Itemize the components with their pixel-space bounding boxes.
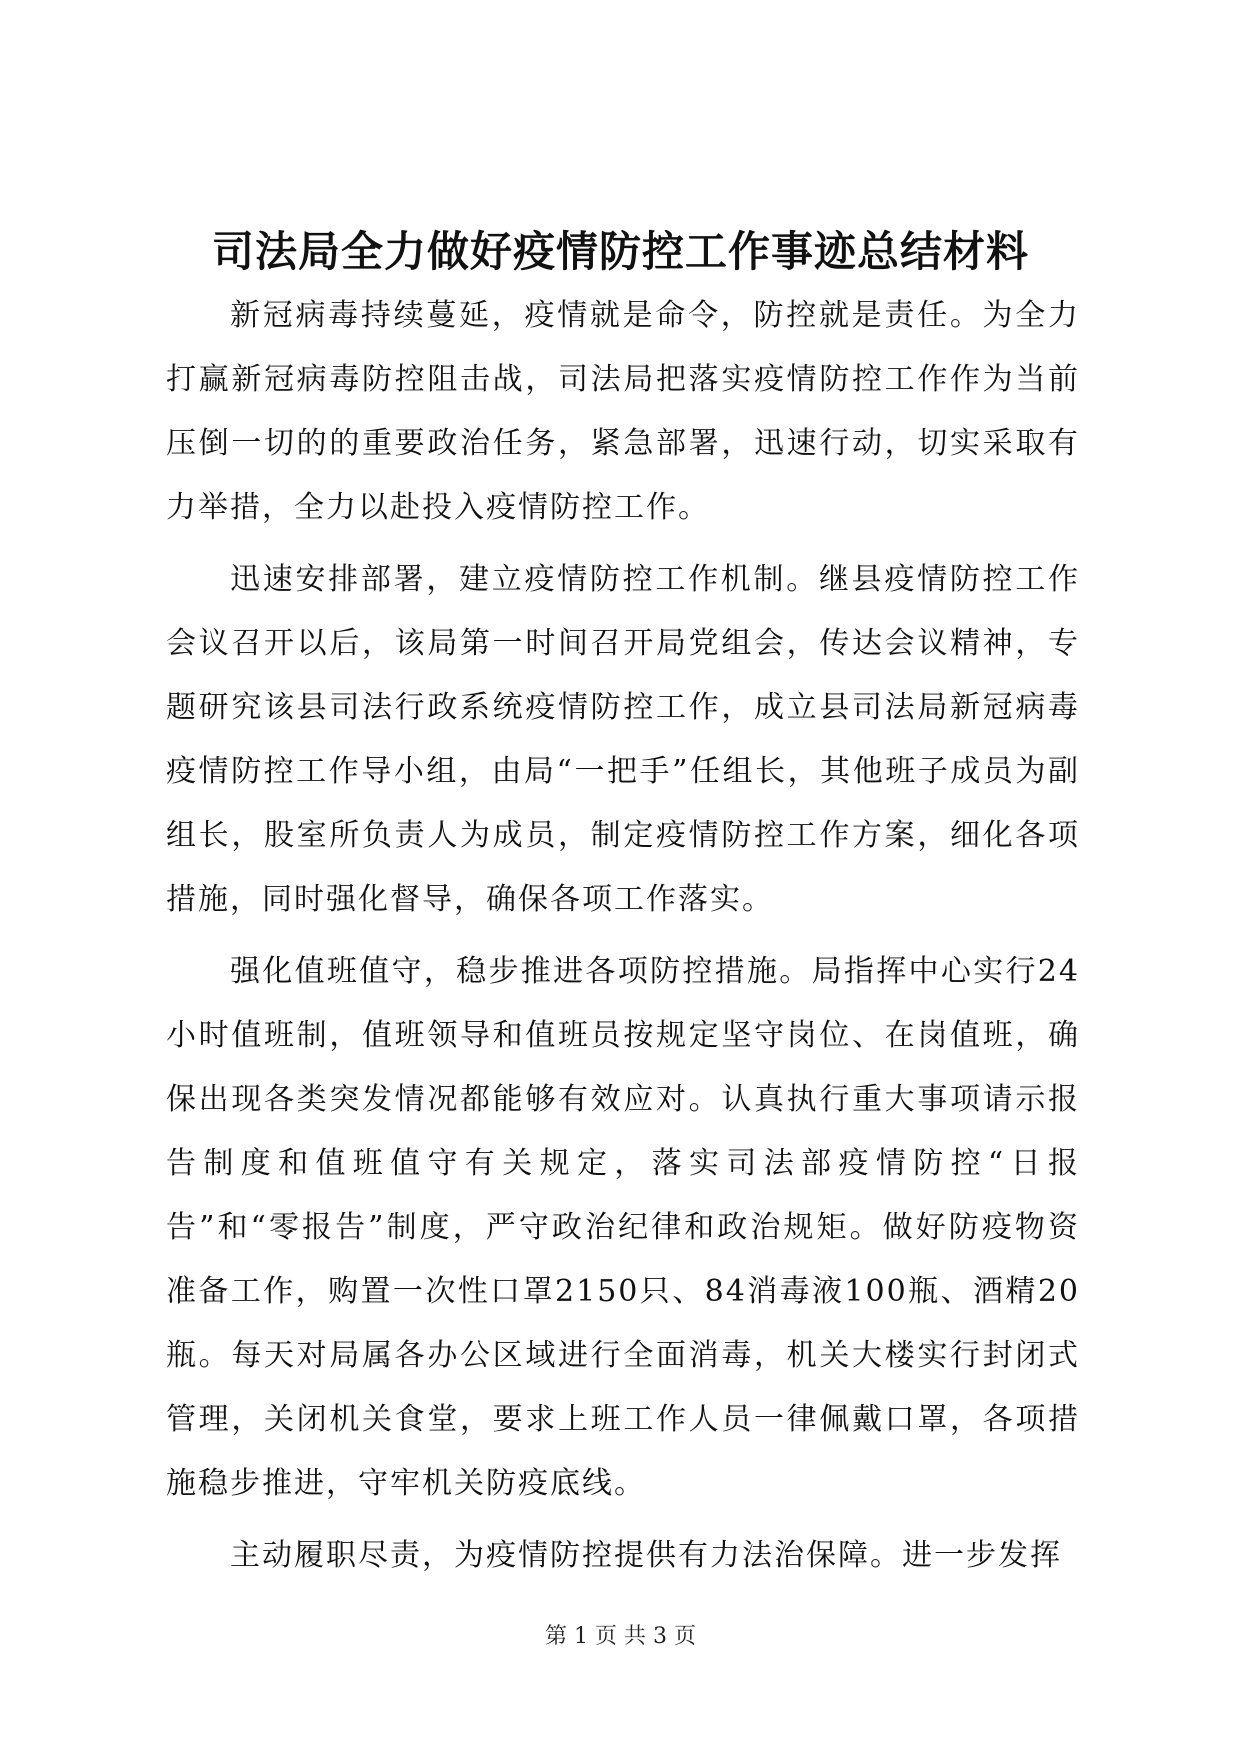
paragraph-legal-support: 主动履职尽责，为疫情防控提供有力法治保障。进一步发挥 <box>230 1538 1062 1573</box>
paragraph-duty: 强化值班值守，稳步推进各项防控措施。局指挥中心实行24小时值班制，值班领导和值班员按规定坚守岗位、在岗值班，确保出现各类突发情况都能够有效应对。认真执行重大事项请示报告制度和值班值守有关规定，落实司法部疫情防控“日报告”和“零报告”制度，严守政治纪律和政治规矩。做好防疫物资准备工作，购置一次性口罩2150只、84消毒液100瓶、酒精20瓶。每天对局属各办公区域进行全面消毒，机关大楼实行封闭式管理，关闭机关食堂，要求上班工作人员一律佩戴口罩，各项措施稳步推进，守牢机关防疫底线。 <box>166 954 1080 1501</box>
page-number-footer: 第 1 页 共 3 页 <box>545 1624 696 1649</box>
document-body <box>166 284 1080 1596</box>
paragraph-deployment: 迅速安排部署，建立疫情防控工作机制。继县疫情防控工作会议召开以后，该局第一时间召开局党组会，传达会议精神，专题研究该县司法行政系统疫情防控工作，成立县司法局新冠病毒疫情防控工作导小组，由局“一把手”任组长，其他班子成员为副组长，股室所负责人为成员，制定疫情防控工作方案，细化各项措施，同时强化督导，确保各项工作落实。 <box>166 562 1080 917</box>
document-title: 司法局全力做好疫情防控工作事迹总结材料 <box>211 227 1029 276</box>
paragraph-intro: 新冠病毒持续蔓延，疫情就是命令，防控就是责任。为全力打赢新冠病毒防控阻击战，司法局把落实疫情防控工作作为当前压倒一切的的重要政治任务，紧急部署，迅速行动，切实采取有力举措，全力以赴投入疫情防控工作。 <box>166 298 1080 525</box>
